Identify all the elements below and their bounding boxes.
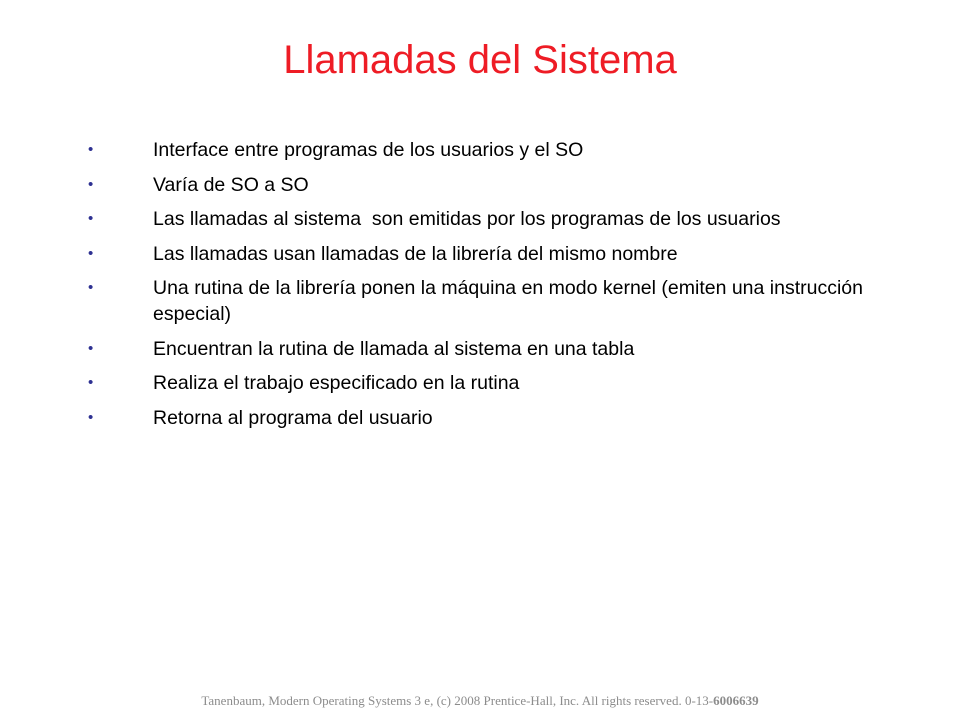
bullet-text: Interface entre programas de los usuarios y el SO (153, 139, 584, 161)
list-item (88, 206, 938, 232)
list-item (88, 405, 938, 431)
footer-isbn: 6006639 (713, 693, 759, 708)
list-item (88, 137, 938, 163)
bullet-text: Retorna al programa del usuario (153, 406, 433, 429)
bullet-icon: • (88, 141, 94, 158)
slide-title: Llamadas del Sistema (283, 38, 677, 82)
list-item (88, 172, 938, 198)
bullet-text: Una rutina de la librería ponen la máquina en modo kernel (emiten una instrucción especial) (153, 277, 863, 325)
bullet-text: Las llamadas al sistema son emitidas por los programas de los usuarios (153, 208, 781, 230)
bullet-text: Realiza el trabajo especificado en la rutina (153, 372, 520, 394)
bullet-text: Las llamadas usan llamadas de la librería del mismo nombre (153, 242, 678, 265)
list-item (88, 370, 938, 396)
bullet-icon: • (88, 210, 94, 227)
list-item (88, 241, 938, 267)
bullet-list (88, 137, 938, 439)
copyright-footer (0, 692, 960, 710)
bullet-icon: • (88, 175, 94, 193)
bullet-text: Varía de SO a SO (153, 173, 309, 196)
bullet-icon: • (88, 279, 94, 296)
bullet-icon: • (88, 408, 94, 426)
list-item (88, 275, 938, 327)
bullet-icon: • (88, 374, 94, 391)
bullet-icon: • (88, 244, 94, 262)
bullet-icon: • (88, 339, 94, 357)
list-item (88, 336, 938, 362)
footer-text: Tanenbaum, Modern Operating Systems 3 e, (c) 2008 Prentice-Hall, Inc. All rights reserved. 0-13- (201, 693, 714, 708)
bullet-text: Encuentran la rutina de llamada al sistema en una tabla (153, 337, 635, 360)
